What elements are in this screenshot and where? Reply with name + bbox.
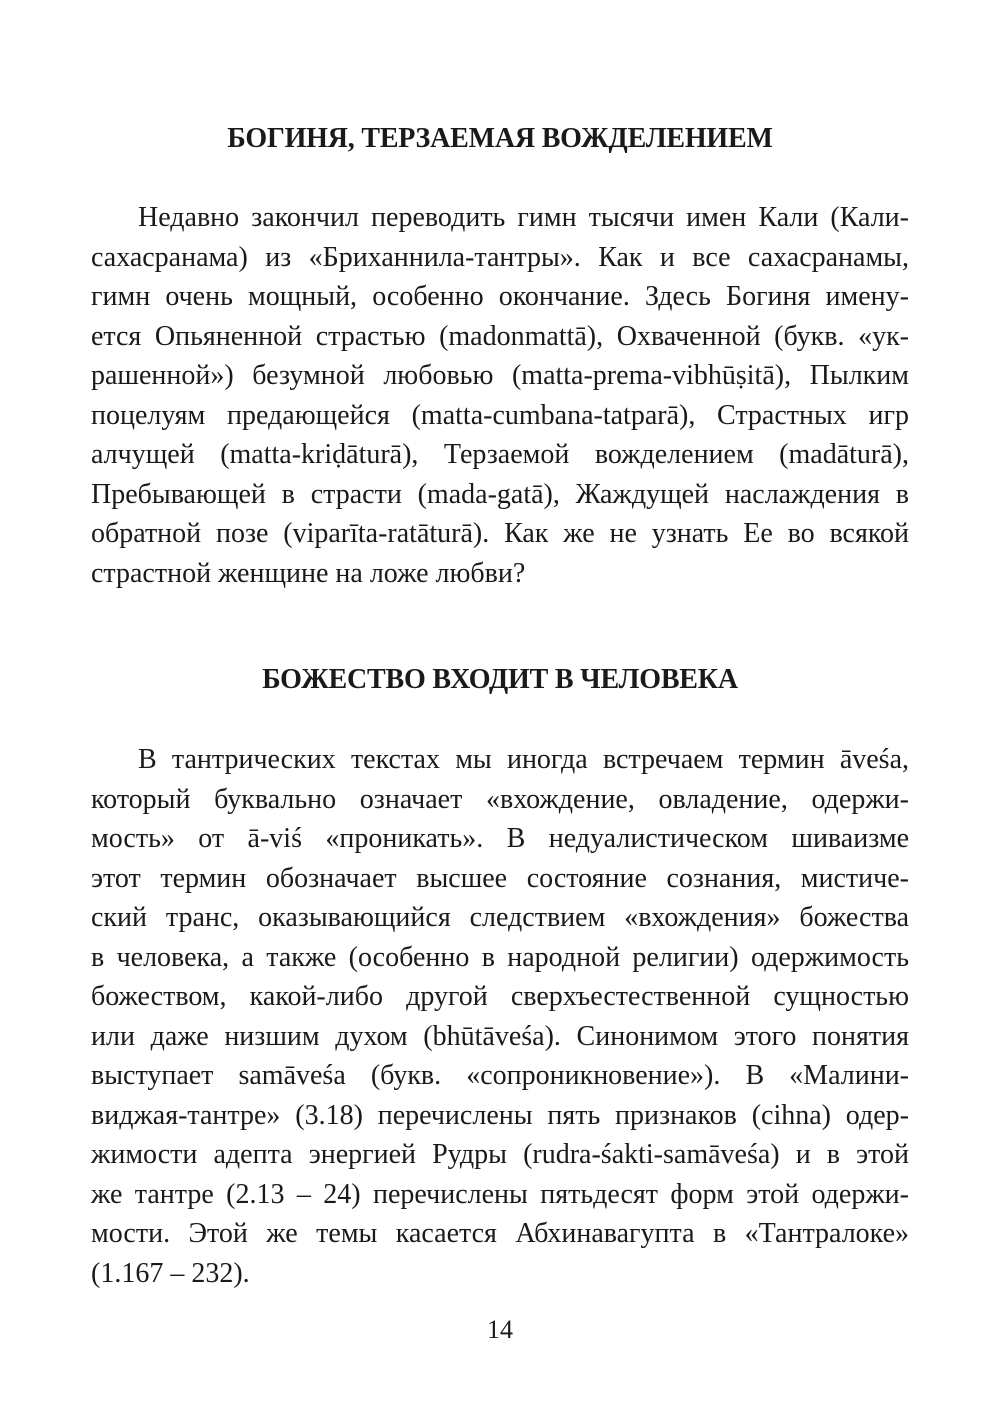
- paragraph-goddess: [91, 198, 909, 593]
- text-line: божеством, какой-либо другой сверхъестественной сущностью: [91, 981, 909, 1012]
- text-line: ется Опьяненной страстью (madonmattā), Охваченной (букв. «ук-: [91, 320, 909, 352]
- text-line: который буквально означает «вхождение, овладение, одержи-: [91, 783, 909, 815]
- text-line: виджая-тантре» (3.18) перечислены пять признаков (cihna) одер-: [91, 1099, 909, 1131]
- text-line: гимн очень мощный, особенно окончание. Здесь Богиня имену-: [91, 281, 909, 312]
- text-line: же тантре (2.13 – 24) перечислены пятьдесят форм этой одержи-: [91, 1178, 909, 1210]
- text-line: или даже низшим духом (bhūtāveśa). Синонимом этого понятия: [91, 1020, 909, 1052]
- text-line: Недавно закончил переводить гимн тысячи имен Кали (Кали-: [138, 202, 909, 233]
- text-line: жимости адепта энергией Рудры (rudra-śakti-samāveśa) и в этой: [91, 1139, 909, 1170]
- text-line: страстной женщине на ложе любви?: [91, 557, 526, 589]
- text-line: поцелуям предающейся (matta-cumbana-tatparā), Страстных игр: [91, 399, 909, 431]
- section-heading-deity: БОЖЕСТВО ВХОДИТ В ЧЕЛОВЕКА: [262, 664, 738, 695]
- text-line: сахасранама) из «Бриханнила-тантры». Как и все сахасранамы,: [91, 241, 909, 273]
- text-line: В тантрических текстах мы иногда встречаем термин āveśa,: [138, 744, 909, 775]
- text-line: выступает samāveśa (букв. «сопроникновение»). В «Малини-: [91, 1060, 909, 1091]
- text-line: этот термин обозначает высшее состояние сознания, мистиче-: [91, 862, 909, 894]
- text-line: мости. Этой же темы касается Абхинавагупта в «Тантралоке»: [91, 1218, 909, 1249]
- text-line: обратной позе (viparīta-ratāturā). Как же не узнать Ее во всякой: [91, 518, 909, 549]
- text-line: рашенной») безумной любовью (matta-prema-vibhūṣitā), Пылким: [91, 360, 909, 391]
- text-line: ский транс, оказывающийся следствием «вхождения» божества: [91, 902, 909, 933]
- text-line: алчущей (matta-kriḍāturā), Терзаемой вожделением (madāturā),: [91, 439, 909, 470]
- page-number: 14: [487, 1315, 513, 1344]
- section-heading-goddess: БОГИНЯ, ТЕРЗАЕМАЯ ВОЖДЕЛЕНИЕМ: [227, 123, 773, 154]
- paragraph-deity: [91, 740, 909, 1293]
- text-line: в человека, а также (особенно в народной религии) одержимость: [91, 941, 909, 973]
- text-line: (1.167 – 232).: [91, 1257, 250, 1289]
- text-line: Пребывающей в страсти (mada-gatā), Жаждущей наслаждения в: [91, 478, 909, 510]
- text-line: мость» от ā-viś «проникать». В недуалистическом шиваизме: [91, 823, 909, 854]
